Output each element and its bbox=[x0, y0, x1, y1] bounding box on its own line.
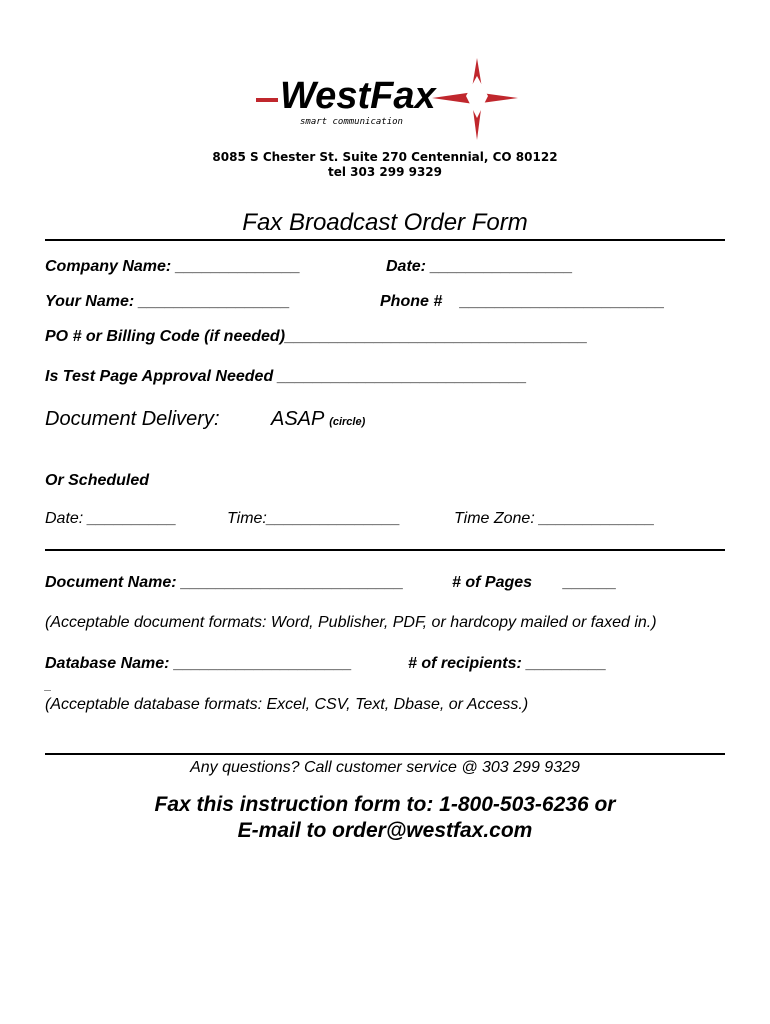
database-name-field[interactable]: Database Name: ____________________ bbox=[45, 655, 352, 672]
address-line: 8085 S Chester St. Suite 270 Centennial, CO 80122 bbox=[212, 150, 558, 164]
fax-instruction-line: Fax this instruction form to: 1-800-503-6236 or bbox=[154, 793, 616, 816]
logo-brand-text: WestFax bbox=[280, 75, 436, 117]
po-billing-field[interactable]: PO # or Billing Code (if needed)__________________________________ bbox=[45, 328, 588, 345]
document-name-field[interactable]: Document Name: _________________________ bbox=[45, 574, 404, 591]
questions-line: Any questions? Call customer service @ 303 299 9329 bbox=[190, 759, 580, 776]
scheduled-date-field[interactable]: Date: __________ bbox=[45, 510, 177, 527]
document-delivery-label: Document Delivery: bbox=[45, 408, 220, 430]
company-name-field[interactable]: Company Name: ______________ bbox=[45, 258, 301, 275]
westfax-logo bbox=[252, 56, 522, 146]
circle-note: (circle) bbox=[329, 416, 366, 428]
pages-field[interactable]: # of Pages ______ bbox=[452, 574, 617, 591]
date-field[interactable]: Date: ________________ bbox=[386, 258, 573, 275]
divider bbox=[45, 239, 725, 241]
stray-underscore: _ bbox=[45, 678, 52, 692]
asap-option[interactable] bbox=[271, 408, 365, 431]
asap-label: ASAP bbox=[271, 408, 324, 430]
or-scheduled-label: Or Scheduled bbox=[45, 472, 150, 489]
divider bbox=[45, 753, 725, 755]
document-formats-note: (Acceptable document formats: Word, Publisher, PDF, or hardcopy mailed or faxed in.) bbox=[45, 614, 657, 631]
phone-line: tel 303 299 9329 bbox=[327, 165, 443, 179]
email-instruction-line: E-mail to order@westfax.com bbox=[237, 819, 533, 842]
your-name-field[interactable]: Your Name: _________________ bbox=[45, 293, 290, 310]
logo-tagline: smart communication bbox=[300, 117, 403, 127]
scheduled-timezone-field[interactable]: Time Zone: _____________ bbox=[454, 510, 655, 527]
recipients-field[interactable]: # of recipients: _________ bbox=[408, 655, 607, 672]
database-formats-note: (Acceptable database formats: Excel, CSV, Text, Dbase, or Access.) bbox=[45, 696, 529, 713]
test-page-field[interactable]: Is Test Page Approval Needed ____________________________ bbox=[45, 368, 527, 385]
logo-dash bbox=[256, 98, 278, 102]
compass-star-icon bbox=[432, 58, 518, 140]
page-title: Fax Broadcast Order Form bbox=[242, 209, 528, 236]
scheduled-time-field[interactable]: Time:_______________ bbox=[227, 510, 401, 527]
divider bbox=[45, 549, 725, 551]
phone-field[interactable]: Phone # _______________________ bbox=[380, 293, 665, 310]
